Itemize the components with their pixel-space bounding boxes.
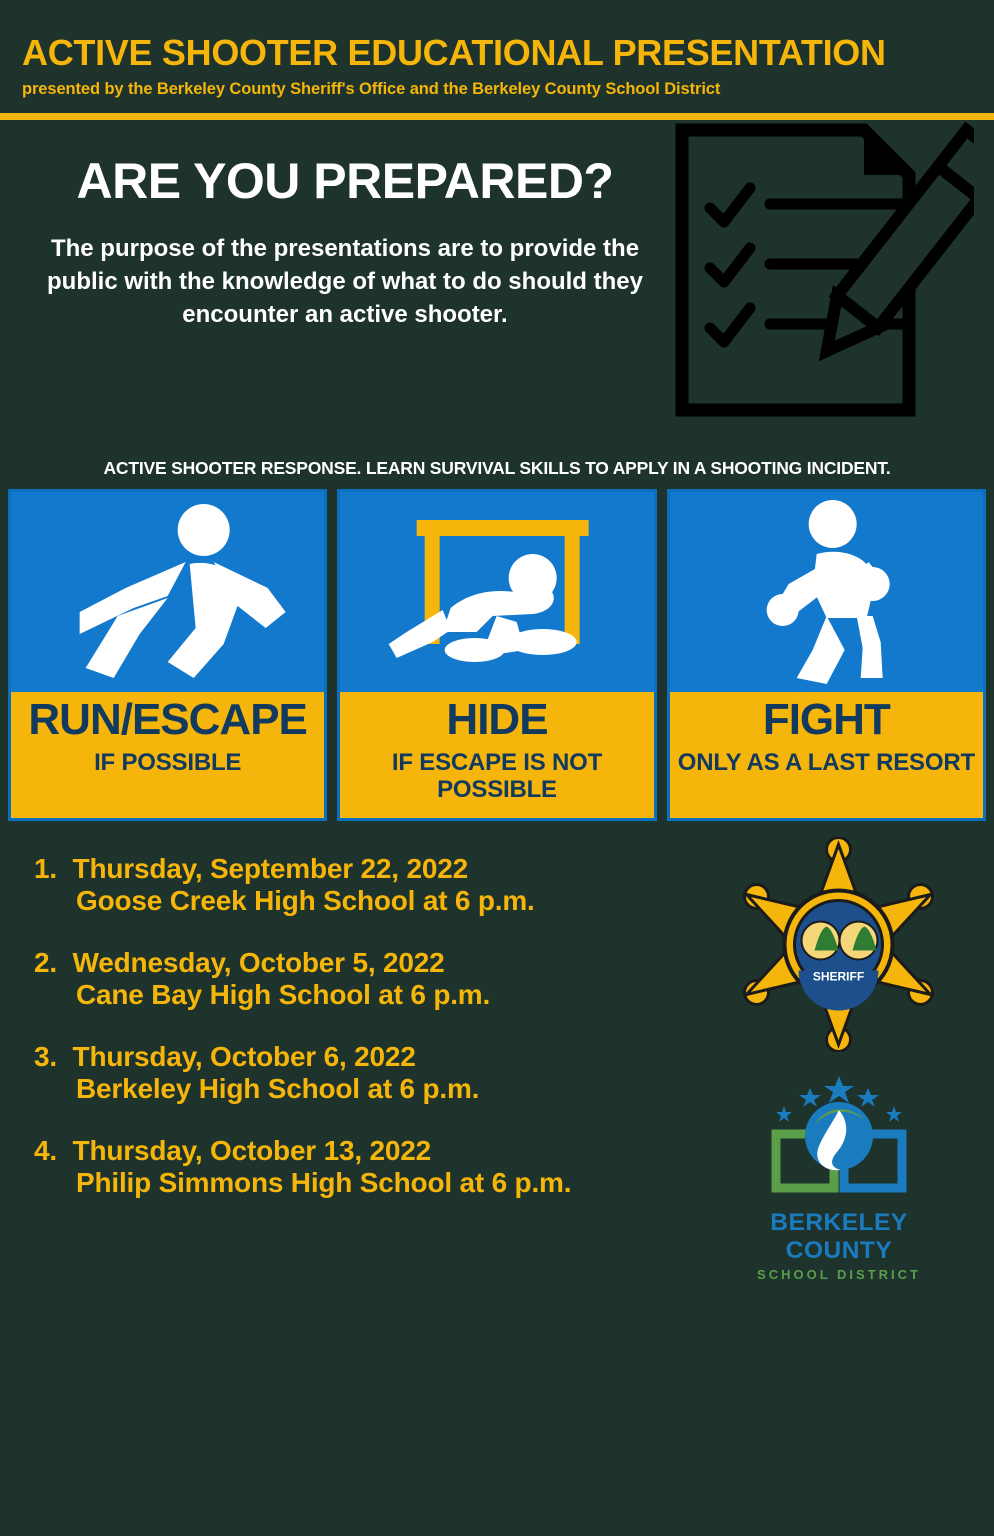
event-number-3: 3.	[34, 1040, 57, 1072]
response-card-run-subtitle: IF POSSIBLE	[94, 748, 242, 776]
event-date-text-1: Thursday, September 22, 2022	[72, 852, 468, 884]
school-district-subtitle: SCHOOL DISTRICT	[757, 1266, 921, 1282]
event-date-4	[34, 1135, 700, 1167]
schedule-list	[0, 853, 700, 1199]
response-card-fight-subtitle: ONLY AS A LAST RESORT	[677, 748, 975, 776]
response-card-hide-subtitle: IF ESCAPE IS NOT POSSIBLE	[391, 748, 603, 803]
response-card-hide-title: HIDE	[446, 694, 548, 744]
person-hiding-under-desk-icon	[340, 492, 653, 692]
poster-header	[0, 0, 994, 120]
purpose-body: The purpose of the presentations are to provide the public with the knowledge of what to do should they encounter an active shooter.	[47, 234, 643, 329]
response-card-fight-label	[670, 692, 983, 818]
svg-text:SHERIFF: SHERIFF	[812, 969, 865, 984]
response-card-run	[8, 489, 327, 821]
event-location-3: Berkeley High School at 6 p.m.	[76, 1072, 480, 1104]
response-section	[0, 452, 994, 827]
event-number-1: 1.	[34, 852, 57, 884]
running-person-icon	[11, 492, 324, 692]
checklist-clipboard-pencil-icon	[674, 120, 974, 420]
response-card-run-label	[11, 692, 324, 818]
person-fighting-icon	[670, 492, 983, 692]
list-item	[34, 947, 700, 1011]
event-date-1	[34, 853, 700, 885]
school-district-logo	[714, 1072, 964, 1282]
event-number-4: 4.	[34, 1134, 57, 1166]
event-date-3	[34, 1041, 700, 1073]
response-card-fight	[667, 489, 986, 821]
response-card-hide	[337, 489, 656, 821]
event-date-text-2: Wednesday, October 5, 2022	[72, 946, 445, 978]
page-title: ACTIVE SHOOTER EDUCATIONAL PRESENTATION	[22, 32, 886, 73]
school-district-book-globe-icon	[714, 1072, 964, 1202]
purpose-section	[0, 120, 994, 452]
sheriff-star-badge-icon	[731, 837, 946, 1052]
response-card-run-title: RUN/ESCAPE	[28, 694, 307, 744]
response-cards	[0, 489, 994, 821]
event-location-4: Philip Simmons High School at 6 p.m.	[76, 1166, 572, 1198]
response-caption: ACTIVE SHOOTER RESPONSE. LEARN SURVIVAL SKILLS TO APPLY IN A SHOOTING INCIDENT.	[103, 457, 891, 478]
event-number-2: 2.	[34, 946, 57, 978]
purpose-headline: ARE YOU PREPARED?	[76, 152, 614, 209]
event-date-text-4: Thursday, October 13, 2022	[72, 1134, 431, 1166]
list-item	[34, 1041, 700, 1105]
purpose-text-block	[0, 152, 690, 331]
response-card-fight-title: FIGHT	[762, 694, 890, 744]
schedule-section	[0, 827, 994, 1418]
event-location-1: Goose Creek High School at 6 p.m.	[76, 884, 535, 916]
page-subtitle: presented by the Berkeley County Sheriff's Office and the Berkeley County School District	[22, 79, 721, 98]
list-item	[34, 853, 700, 917]
list-item	[34, 1135, 700, 1199]
event-location-2: Cane Bay High School at 6 p.m.	[76, 978, 491, 1010]
event-date-2	[34, 947, 700, 979]
school-district-name: BERKELEY COUNTY	[770, 1208, 908, 1264]
response-card-hide-label	[340, 692, 653, 818]
event-date-text-3: Thursday, October 6, 2022	[72, 1040, 416, 1072]
